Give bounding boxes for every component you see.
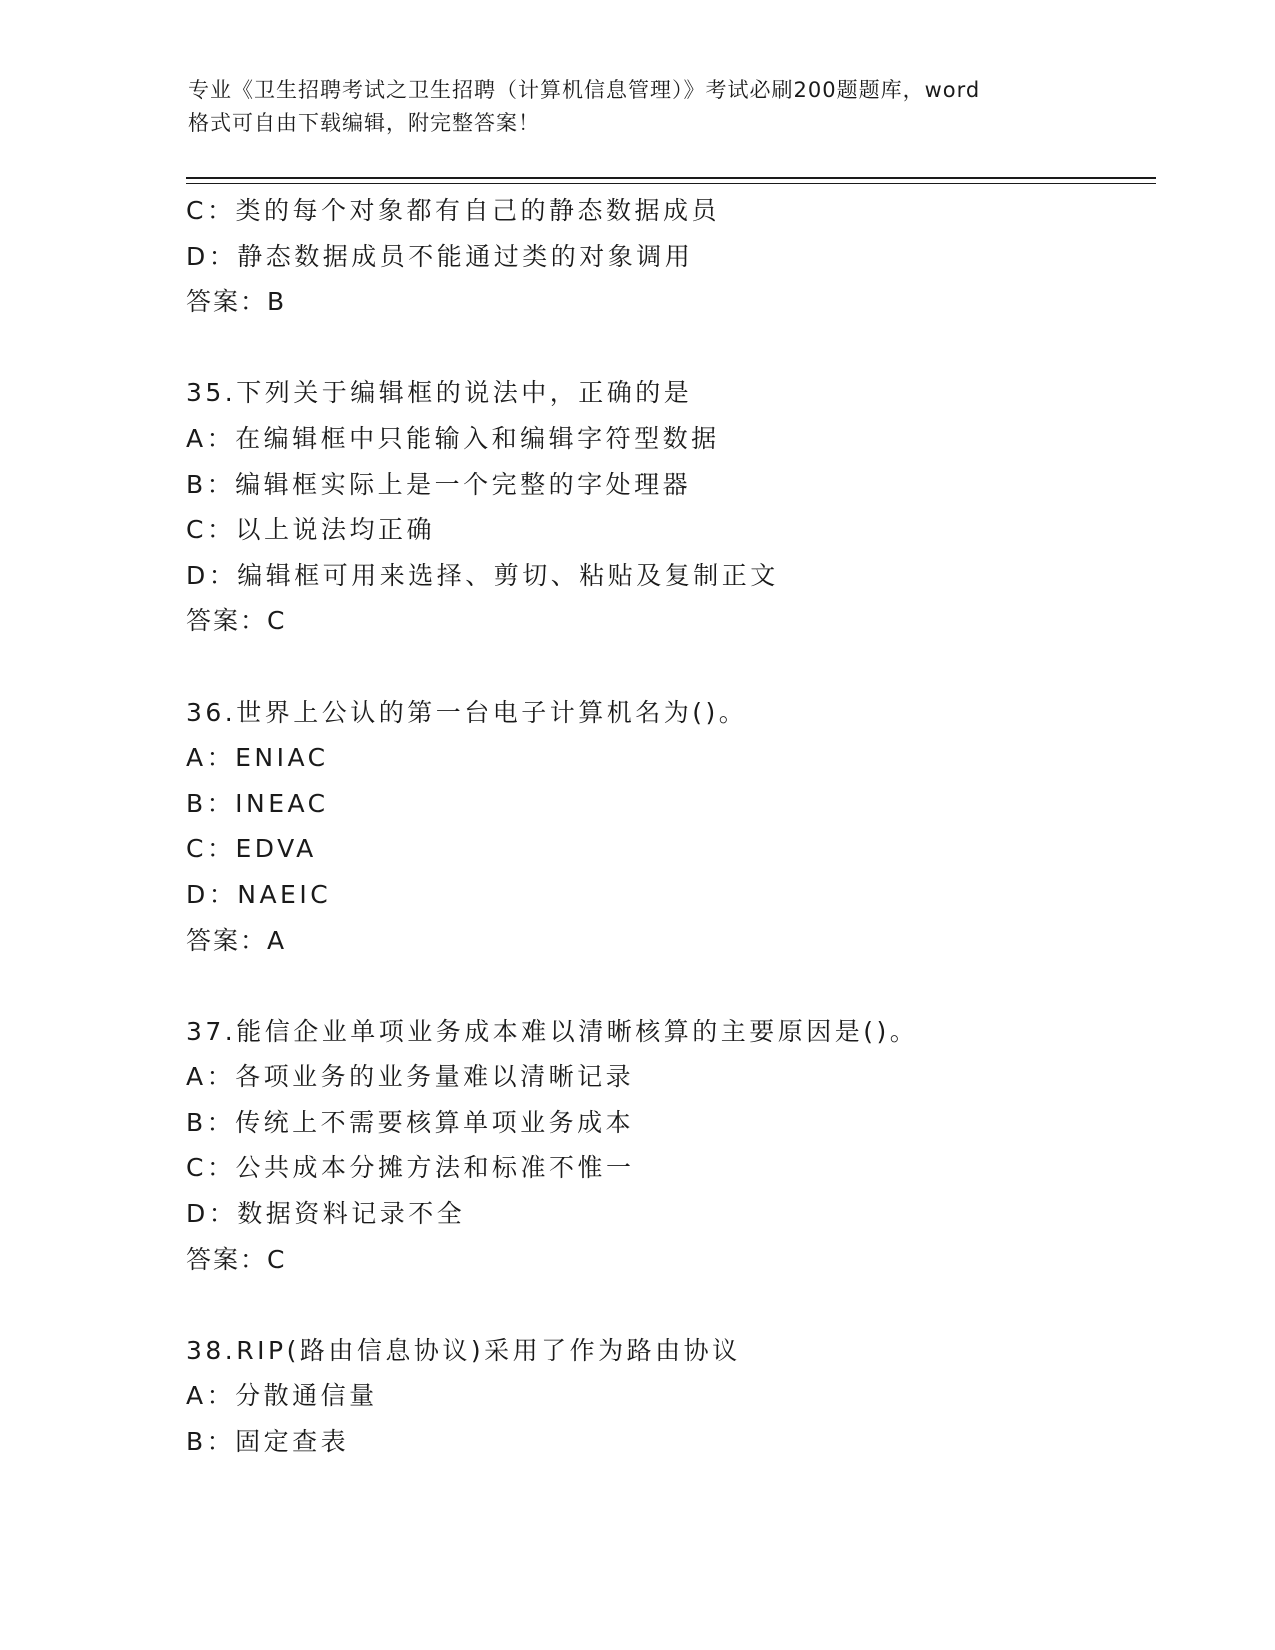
header-line-1: 专业《卫生招聘考试之卫生招聘（计算机信息管理）》考试必刷200题题库，word [188, 78, 981, 102]
header-line-2: 格式可自由下载编辑，附完整答案！ [188, 111, 540, 135]
question-line: D：NAEIC [186, 879, 332, 909]
answer-line: 答案：C [186, 606, 287, 636]
question-line: B：固定查表 [186, 1427, 350, 1457]
question-line: A：ENIAC [186, 743, 329, 773]
question-line: 37.能信企业单项业务成本难以清晰核算的主要原因是()。 [186, 1016, 919, 1046]
question-line: C：以上说法均正确 [186, 515, 435, 545]
question-line: B：编辑框实际上是一个完整的字处理器 [186, 469, 692, 499]
blank-line [186, 644, 1146, 690]
question-line: D：静态数据成员不能通过类的对象调用 [186, 241, 694, 271]
question-line: B：传统上不需要核算单项业务成本 [186, 1107, 635, 1137]
question-line: C：EDVA [186, 834, 317, 864]
answer-line: 答案：B [186, 287, 287, 317]
header-divider-thin [186, 183, 1156, 184]
question-line: C：类的每个对象都有自己的静态数据成员 [186, 196, 720, 225]
blank-line [186, 963, 1146, 1009]
answer-line: 答案：A [186, 925, 287, 955]
blank-line [186, 1282, 1146, 1328]
question-line: D：编辑框可用来选择、剪切、粘贴及复制正文 [186, 560, 779, 590]
header-divider-thick [186, 177, 1156, 179]
question-line: A：各项业务的业务量难以清晰记录 [186, 1062, 635, 1092]
question-line: 35.下列关于编辑框的说法中，正确的是 [186, 378, 693, 408]
question-list [186, 188, 1146, 1465]
answer-line: 答案：C [186, 1244, 287, 1274]
document-header [188, 74, 1088, 140]
question-line: A：分散通信量 [186, 1381, 378, 1411]
question-line: C：公共成本分摊方法和标准不惟一 [186, 1153, 635, 1183]
question-line: 38.RIP(路由信息协议)采用了作为路由协议 [186, 1335, 741, 1365]
blank-line [186, 325, 1146, 371]
question-line: D：数据资料记录不全 [186, 1199, 466, 1229]
question-line: B：INEAC [186, 788, 329, 818]
question-line: 36.世界上公认的第一台电子计算机名为()。 [186, 697, 748, 727]
question-line: A：在编辑框中只能输入和编辑字符型数据 [186, 423, 720, 453]
